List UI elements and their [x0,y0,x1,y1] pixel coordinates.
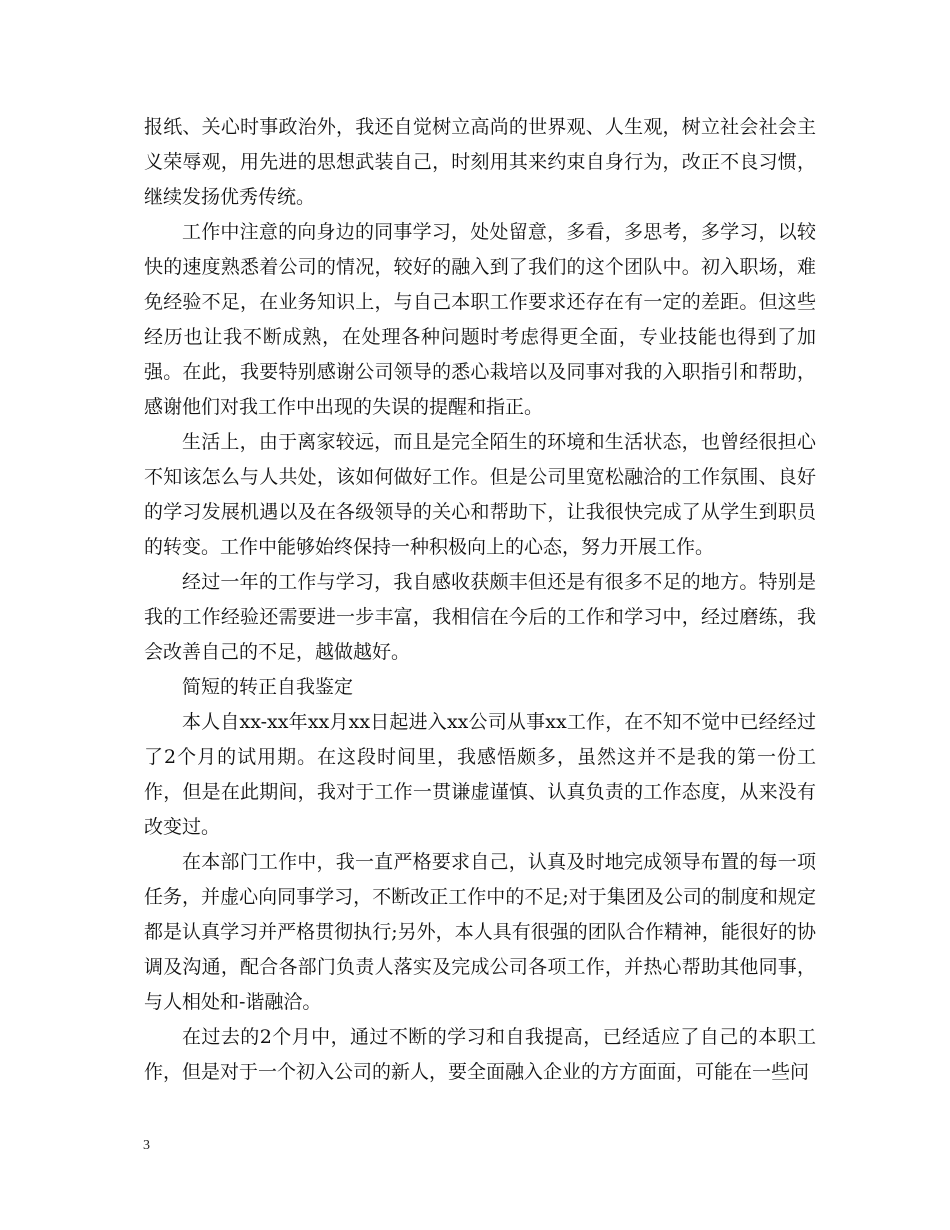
section-heading: 简短的转正自我鉴定 [182,676,354,698]
paragraph-year-summary: 经过一年的工作与学习，我自感收获颇丰但还是有很多不足的地方。特别是我的工作经验还需要进一步丰富，我相信在今后的工作和学习中，经过磨练，我会改善自己的不足，越做越好。 [144,571,816,663]
paragraph-probation-intro: 本人自xx-xx年xx月xx日起进入xx公司从事xx工作，在不知不觉中已经经过了2个月的试用期。在这段时间里，我感悟颇多，虽然这并不是我的第一份工作，但是在此期间，我对于工作一贯谦虚谨慎、认真负责的工作态度，从来没有改变过。 [144,711,816,838]
page-number: 3 [143,1138,150,1153]
document-body [144,110,816,1090]
paragraph-life: 生活上，由于离家较远，而且是完全陌生的环境和生活状态，也曾经很担心不知该怎么与人共处，该如何做好工作。但是公司里宽松融洽的工作氛围、良好的学习发展机遇以及在各级领导的关心和帮助下，让我很快完成了从学生到职员的转变。工作中能够始终保持一种积极向上的心态，努力开展工作。 [144,431,816,558]
paragraph-continuation: 报纸、关心时事政治外，我还自觉树立高尚的世界观、人生观，树立社会社会主义荣辱观，用先进的思想武装自己，时刻用其来约束自身行为，改正不良习惯，继续发扬优秀传统。 [144,116,816,208]
paragraph-colleague-learning: 工作中注意的向身边的同事学习，处处留意，多看，多思考，多学习，以较快的速度熟悉着公司的情况，较好的融入到了我们的这个团队中。初入职场，难免经验不足，在业务知识上，与自己本职工作要求还存在有一定的差距。但这些经历也让我不断成熟，在处理各种问题时考虑得更全面，专业技能也得到了加强。在此，我要特别感谢公司领导的悉心栽培以及同事对我的入职指引和帮助，感谢他们对我工作中出现的失误的提醒和指正。 [144,221,816,418]
paragraph-department-work: 在本部门工作中，我一直严格要求自己，认真及时地完成领导布置的每一项任务，并虚心向同事学习，不断改正工作中的不足;对于集团及公司的制度和规定都是认真学习并严格贯彻执行;另外，本人具有很强的团队合作精神，能很好的协调及沟通，配合各部门负责人落实及完成公司各项工作，并热心帮助其他同事，与人相处和-谐融洽。 [144,851,816,1013]
paragraph-past-two-months: 在过去的2个月中，通过不断的学习和自我提高，已经适应了自己的本职工作，但是对于一个初入公司的新人，要全面融入企业的方方面面，可能在一些问 [144,1026,816,1083]
